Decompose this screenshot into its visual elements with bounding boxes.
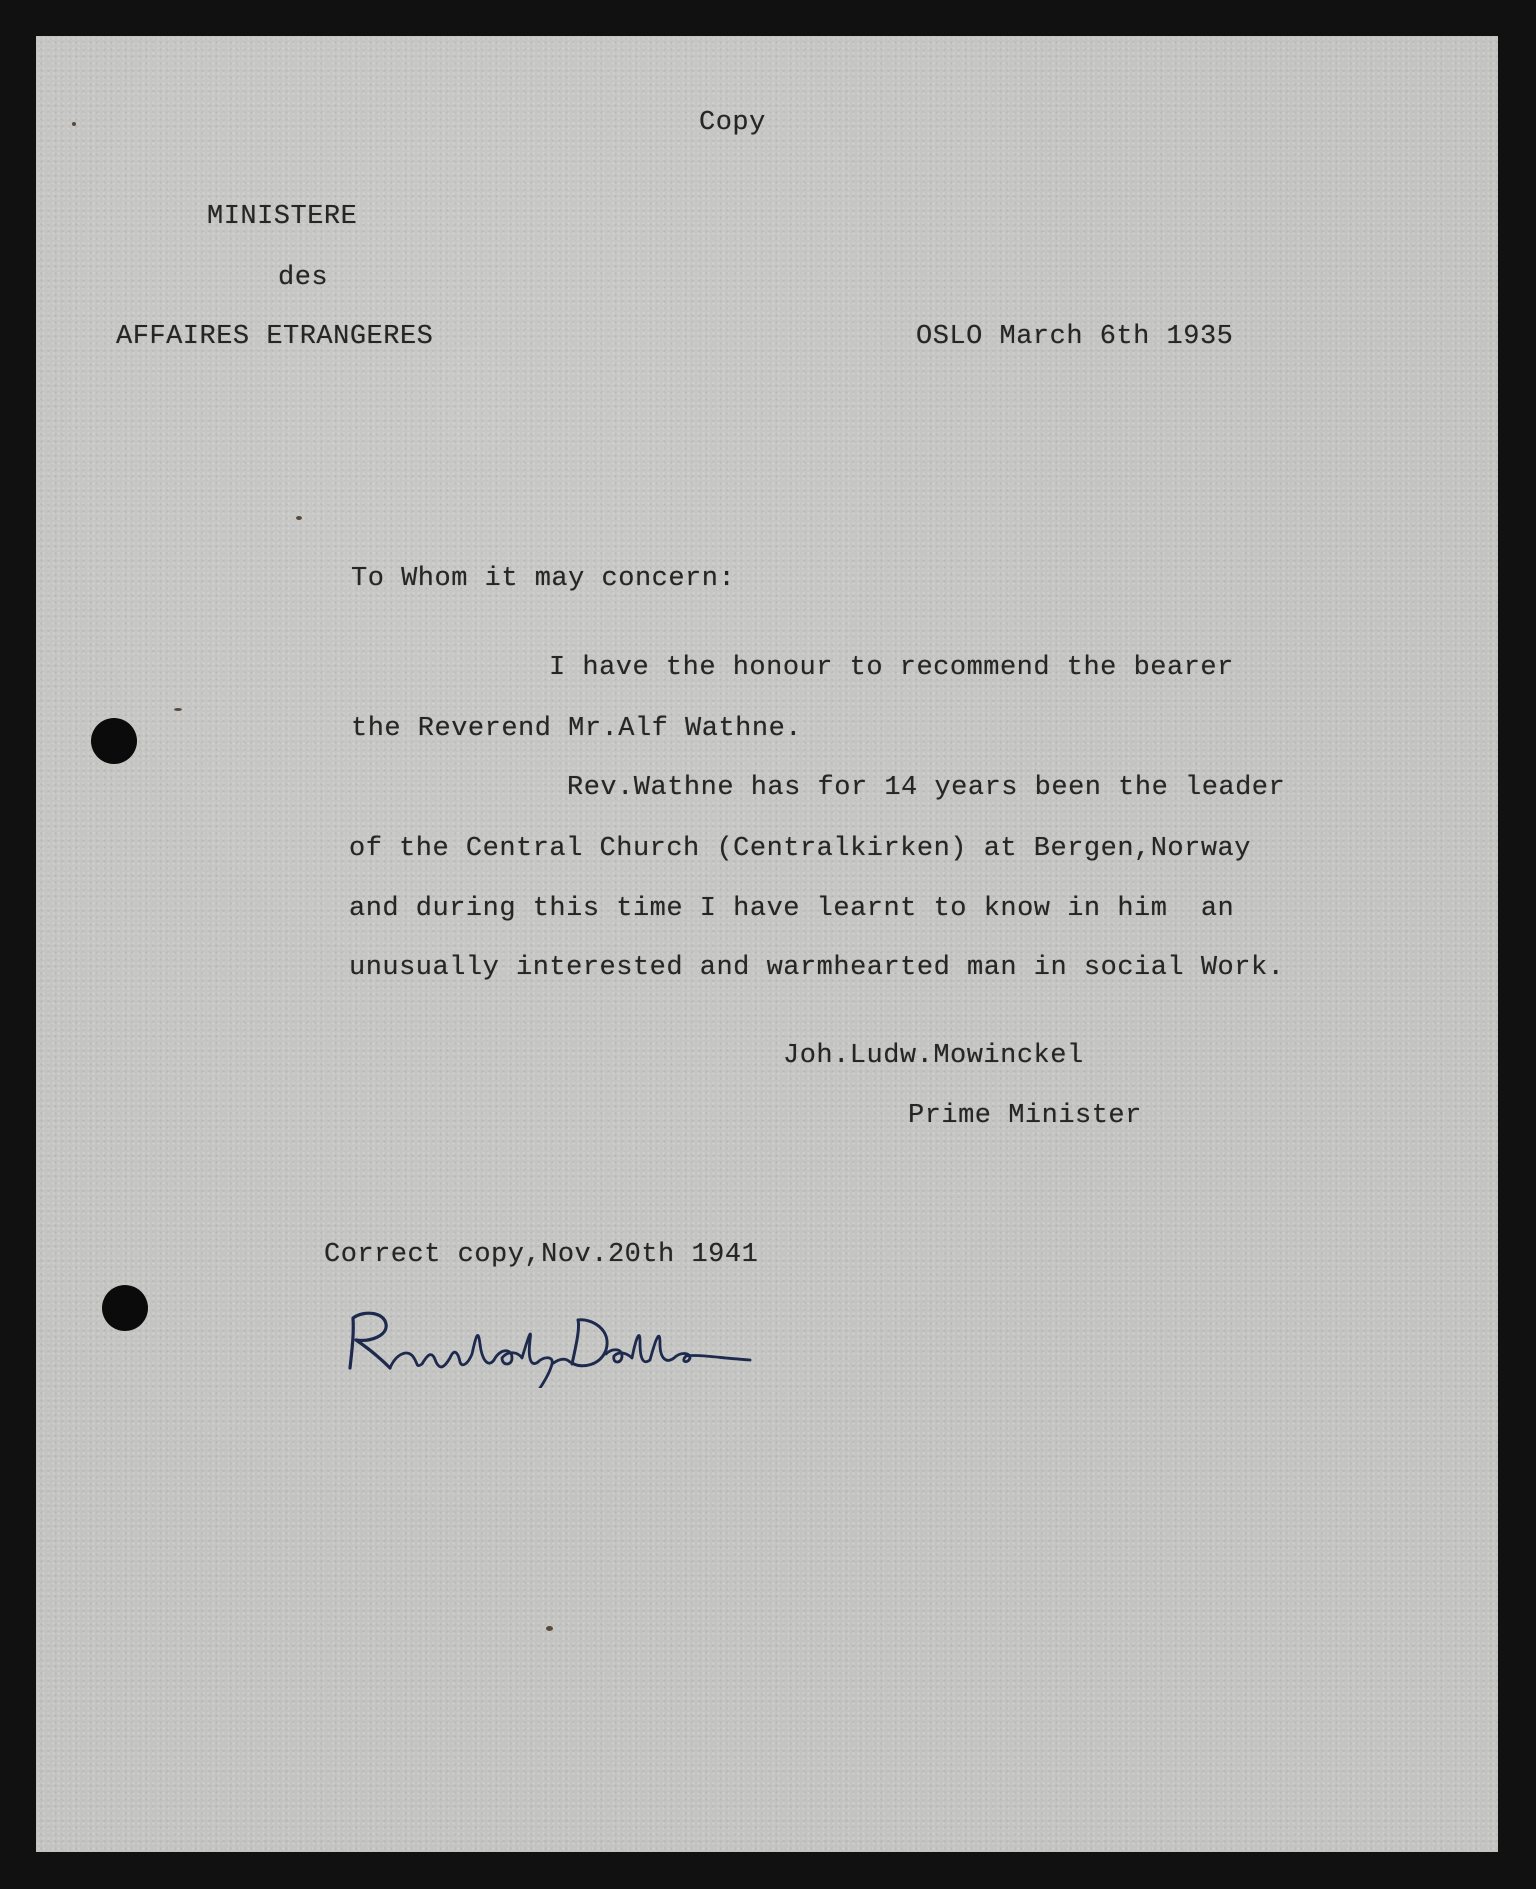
body-line-2: the Reverend Mr.Alf Wathne. xyxy=(351,714,802,744)
copy-label: Copy xyxy=(699,108,766,138)
body-line-1: I have the honour to recommend the bearer xyxy=(549,653,1234,683)
letterhead-line-3: AFFAIRES ETRANGERES xyxy=(116,322,434,352)
punch-hole-top xyxy=(91,718,137,764)
letterhead-line-2: des xyxy=(278,263,329,293)
paper-speck xyxy=(72,122,76,126)
body-line-5: and during this time I have learnt to know in him an xyxy=(349,894,1235,924)
body-line-3: Rev.Wathne has for 14 years been the leader xyxy=(567,773,1286,803)
paper-speck xyxy=(546,1626,553,1631)
body-line-6: unusually interested and warmhearted man in social Work. xyxy=(349,953,1285,983)
place-date: OSLO March 6th 1935 xyxy=(916,322,1234,352)
document-page xyxy=(36,36,1498,1852)
certification-line: Correct copy,Nov.20th 1941 xyxy=(324,1240,759,1270)
paper-speck xyxy=(296,516,302,520)
signatory-title: Prime Minister xyxy=(908,1101,1142,1131)
letterhead-line-1: MINISTERE xyxy=(207,202,358,232)
punch-hole-bottom xyxy=(102,1285,148,1331)
paper-speck xyxy=(174,708,182,711)
salutation: To Whom it may concern: xyxy=(351,564,736,594)
handwritten-signature xyxy=(340,1298,760,1388)
body-line-4: of the Central Church (Centralkirken) at Bergen,Norway xyxy=(349,834,1251,864)
signatory-name: Joh.Ludw.Mowinckel xyxy=(783,1041,1084,1071)
